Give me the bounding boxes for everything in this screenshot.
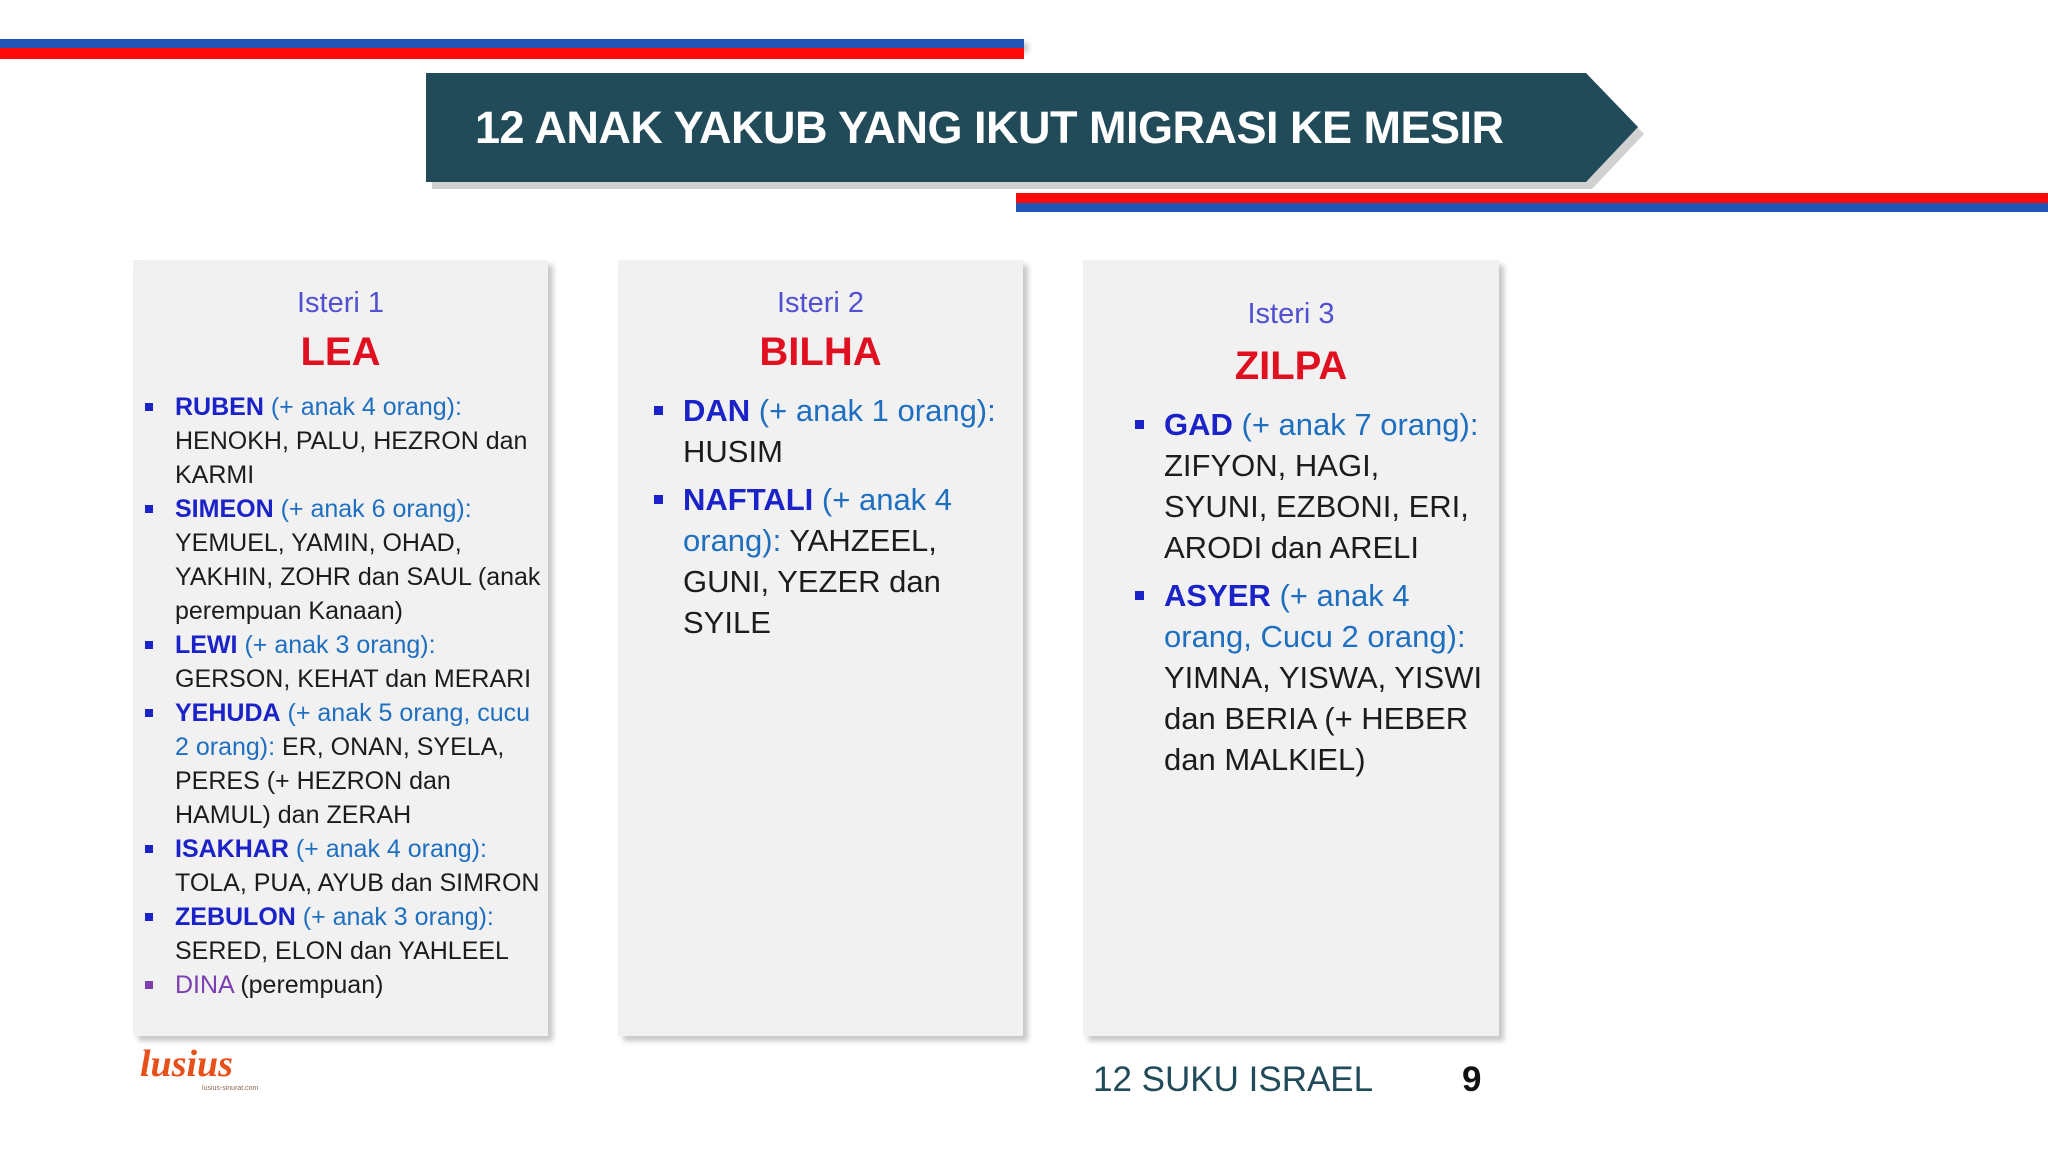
card-subtitle: Isteri 3 (1247, 298, 1335, 330)
section-title: 12 SUKU ISRAEL (1093, 1060, 1374, 1099)
members: ZIFYON, HAGI, SYUNI, EZBONI, ERI, ARODI dan ARELI (1164, 448, 1469, 565)
sons-list (650, 390, 1010, 650)
card-wife-name: LEA (300, 330, 381, 374)
list-item (141, 696, 541, 832)
list-item (141, 492, 541, 628)
bullet-icon (145, 505, 153, 513)
top-stripe-red (0, 48, 1024, 59)
list-item (141, 628, 541, 696)
members: HENOKH, PALU, HEZRON dan KARMI (175, 427, 528, 489)
children-count: (+ anak 5 orang, cucu 2 orang): (175, 699, 531, 761)
children-count: (+ anak 7 orang): (1241, 407, 1479, 442)
son-name: GAD (1164, 407, 1233, 442)
right-stripe-blue (1016, 203, 2048, 212)
lusius-logo (140, 1040, 280, 1096)
bullet-icon (145, 913, 153, 921)
card-bilha (618, 260, 1023, 1036)
sons-list (141, 390, 541, 1002)
list-item (141, 968, 541, 1002)
son-name: YEHUDA (175, 699, 281, 727)
bullet-icon (654, 406, 663, 415)
card-zilpa (1083, 260, 1499, 1036)
card-wife-name: ZILPA (1234, 344, 1348, 388)
list-item (650, 390, 1010, 472)
sons-list (1131, 404, 1483, 787)
bullet-icon (145, 641, 153, 649)
son-name: RUBEN (175, 393, 264, 421)
page-title: 12 ANAK YAKUB YANG IKUT MIGRASI KE MESIR (475, 102, 1504, 153)
children-count: (+ anak 4 orang): (683, 482, 953, 558)
members: TOLA, PUA, AYUB dan SIMRON (175, 869, 540, 897)
children-count: (+ anak 4 orang, Cucu 2 orang): (1164, 578, 1466, 654)
list-item (1131, 404, 1483, 568)
bullet-icon (145, 709, 153, 717)
bullet-icon (145, 403, 153, 411)
right-stripe-red (1016, 193, 2048, 203)
card-subtitle: Isteri 1 (296, 287, 385, 319)
list-item (1131, 575, 1483, 780)
children-count: (+ anak 3 orang): (244, 631, 436, 659)
children-count: (+ anak 6 orang): (280, 495, 472, 523)
bullet-icon (654, 495, 663, 504)
members: YEMUEL, YAMIN, OHAD, YAKHIN, ZOHR dan SAUL (anak perempuan Kanaan) (175, 529, 541, 625)
card-subtitle: Isteri 2 (776, 287, 865, 319)
daughter-name: DINA (175, 971, 234, 999)
bullet-icon (1135, 420, 1144, 429)
logo-graphic (140, 1040, 280, 1096)
children-count: (+ anak 3 orang): (302, 903, 494, 931)
logo-wordmark: lusius (140, 1043, 233, 1085)
son-name: LEWI (175, 631, 238, 659)
top-stripe-blue (0, 39, 1024, 48)
son-name: SIMEON (175, 495, 274, 523)
card-wife-name: BILHA (759, 330, 882, 374)
members: YAHZEEL, GUNI, YEZER dan SYILE (683, 523, 941, 640)
children-count: (+ anak 4 orang): (295, 835, 487, 863)
bullet-icon (145, 845, 153, 853)
list-item (141, 900, 541, 968)
bullet-icon (145, 981, 153, 989)
son-name: DAN (683, 393, 751, 428)
children-count: (+ anak 4 orang): (270, 393, 462, 421)
members: GERSON, KEHAT dan MERARI (175, 665, 532, 693)
children-count: (+ anak 1 orang): (758, 393, 996, 428)
list-item (650, 479, 1010, 643)
list-item (141, 832, 541, 900)
son-name: ASYER (1164, 578, 1271, 613)
members: YIMNA, YISWA, YISWI dan BERIA (+ HEBER dan MALKIEL) (1164, 660, 1483, 777)
members: HUSIM (683, 434, 783, 469)
son-name: ZEBULON (175, 903, 296, 931)
members: ER, ONAN, SYELA, PERES (+ HEZRON dan HAMUL) dan ZERAH (175, 733, 505, 829)
members: (perempuan) (240, 971, 384, 999)
bullet-icon (1135, 591, 1144, 600)
page-number: 9 (1462, 1060, 1482, 1099)
list-item (141, 390, 541, 492)
card-lea (133, 260, 548, 1036)
son-name: NAFTALI (683, 482, 814, 517)
son-name: ISAKHAR (175, 835, 289, 863)
logo-url: lusius-sinurat.com (202, 1085, 259, 1092)
members: SERED, ELON dan YAHLEEL (175, 937, 509, 965)
